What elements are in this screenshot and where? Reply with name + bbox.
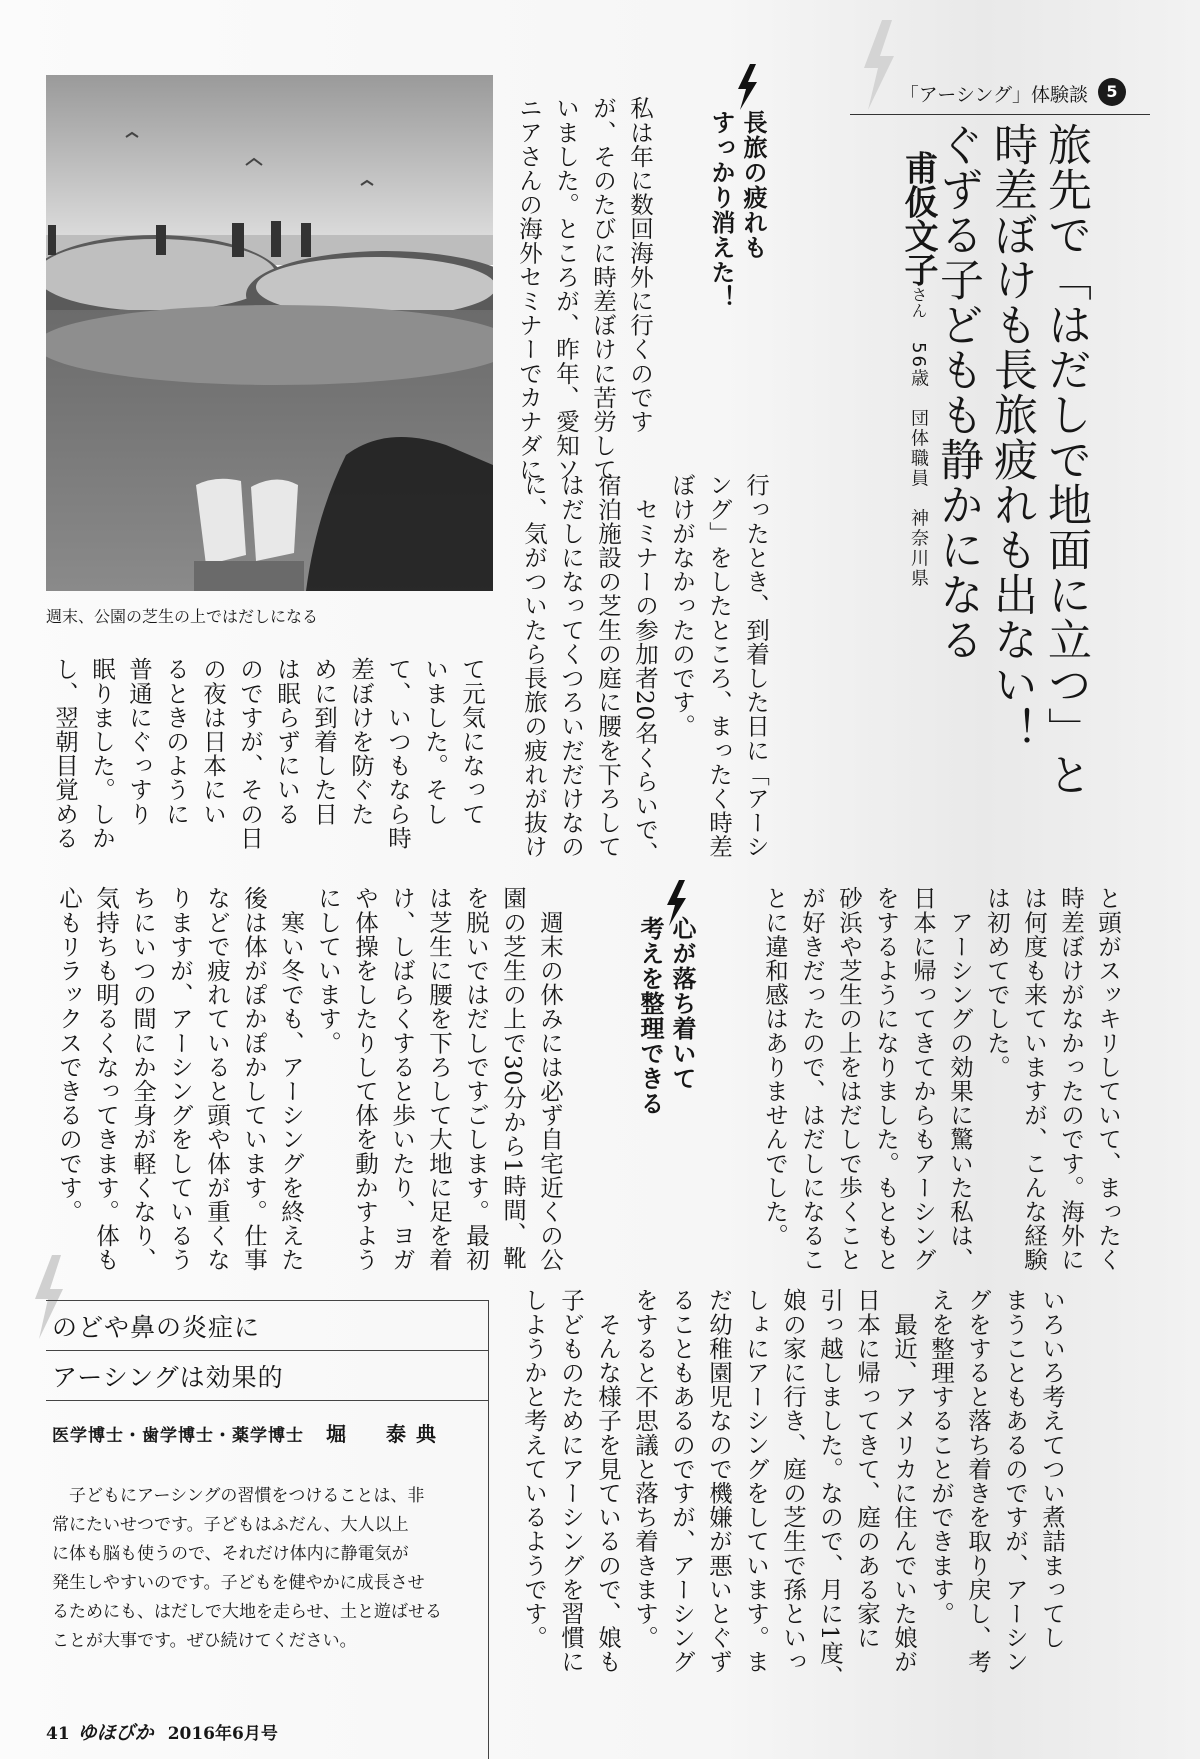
text-line: めに到着した日: [310, 657, 338, 826]
text-line: の夜は日本にい: [199, 657, 227, 826]
text-line: 最近、アメリカに住んでいた娘が: [890, 1288, 918, 1674]
text-line: 心もリラックスできるのです。: [55, 886, 83, 1224]
text-line: 気持ちも明るくなってきます。体も: [92, 886, 120, 1272]
text-line: が、そのたびに時差ぼけに苦労して: [589, 96, 617, 482]
text-line: はだしになってくつろいだだけなの: [557, 473, 585, 859]
text-line: は芝生に腰を下ろして大地に足を着: [425, 886, 453, 1272]
text-line: ちにいつの間にか全身が軽くなり、: [129, 886, 157, 1272]
text-line: に、気がついたら長旅の疲れが抜け: [520, 473, 548, 859]
text-line: にしています。: [314, 886, 342, 1055]
box-author-title: 医学博士・歯学博士・薬学博士: [52, 1426, 304, 1446]
series-number-badge: 5: [1098, 78, 1126, 106]
article-paragraph-3: [46, 657, 490, 850]
text-line: をすると不思議と落ち着きます。: [631, 1288, 659, 1650]
title-line-3: ぐずる子どもも静かになる: [932, 122, 983, 662]
box-body: [52, 1482, 482, 1656]
text-line: 子どものためにアーシングを習慣に: [557, 1288, 585, 1674]
text-line: をするようになりました。もともと: [872, 886, 900, 1272]
article-paragraph-5: [50, 886, 568, 1272]
text-line: いろいろ考えてつい煮詰まってし: [1038, 1288, 1066, 1650]
text-line: 発生しやすいのです。子どもを健やかに成長させ: [52, 1573, 425, 1593]
text-line: 寒い冬でも、アーシングを終えた: [277, 886, 305, 1272]
subhead-line-1: 長旅の疲れも: [739, 110, 767, 260]
article-paragraph-4: [756, 886, 1126, 1272]
text-line: そんな様子を見ているので、娘も: [594, 1288, 622, 1674]
title-line-1: 旅先で「はだしで地面に立つ」と: [1040, 122, 1091, 797]
subhead-calm-mind: [634, 916, 698, 1116]
text-line: のですが、その日: [236, 657, 264, 850]
text-line: が好きだったので、はだしになるこ: [798, 886, 826, 1272]
text-line: 後は体がぽかぽかしています。仕事: [240, 886, 268, 1272]
text-line: ング」をしたところ、まったく時差: [705, 473, 733, 859]
series-label: 「アーシング」体験談: [899, 84, 1088, 106]
text-line: しようかと考えているようです。: [520, 1288, 548, 1650]
box-heading-2: アーシングは効果的: [52, 1363, 284, 1392]
text-line: とに違和感はありませんでした。: [761, 886, 789, 1248]
park-barefoot-photo: [46, 75, 493, 591]
text-line: 行ったとき、到着した日に「アーシ: [742, 473, 770, 859]
text-line: 時差ぼけがなかったのです。海外に: [1057, 886, 1085, 1272]
author-info: 56歳 団体職員 神奈川県: [908, 342, 929, 590]
text-line: 娘の家に行き、庭の芝生で孫といっ: [779, 1288, 807, 1674]
text-line: し、翌朝目覚める: [51, 657, 79, 850]
page-footer: [46, 1718, 278, 1745]
text-line: いました。ところが、昨年、愛知ソ: [552, 96, 580, 482]
text-line: セミナーの参加者20名くらいで、: [631, 473, 659, 866]
text-line: えを整理することができます。: [927, 1288, 955, 1626]
text-line: 宿泊施設の芝生の庭に腰を下ろして: [594, 473, 622, 859]
text-line: だ幼稚園児なので機嫌が悪いとぐず: [705, 1288, 733, 1674]
lightning-bolt-icon: [858, 20, 898, 110]
text-line: 眠りました。しか: [88, 657, 116, 850]
text-line: を脱いではだしですごします。最初: [462, 886, 490, 1272]
text-line: 差ぼけを防ぐた: [347, 657, 375, 826]
text-line: 普通にぐっすり: [125, 657, 153, 826]
text-line: ニアさんの海外セミナーでカナダに: [515, 96, 543, 482]
issue-date: 2016年6月号: [167, 1724, 278, 1744]
text-line: は眠らずにいる: [273, 657, 301, 826]
text-line: 引っ越しました。なので、月に1度、: [816, 1288, 844, 1690]
text-line: しょにアーシングをしています。ま: [742, 1288, 770, 1674]
text-line: 常にたいせつです。子どもはふだん、大人以上: [52, 1515, 409, 1535]
text-line: グをすると落ち着きを取り戻し、考: [964, 1288, 992, 1674]
magazine-name: ゆほびか: [77, 1722, 154, 1744]
box-divider: [46, 1350, 488, 1351]
text-line: て元気になって: [458, 657, 486, 826]
text-line: などで疲れていると頭や体が重くな: [203, 886, 231, 1272]
article-paragraph-6: [515, 1288, 1070, 1690]
box-heading-1: のどや鼻の炎症に: [52, 1313, 261, 1342]
box-author-name: 堀 泰典: [326, 1422, 446, 1446]
text-line: 週末の休みには必ず自宅近くの公: [536, 886, 564, 1272]
text-line: りますが、アーシングをしているう: [166, 886, 194, 1272]
text-line: ることもあるのですが、アーシング: [668, 1288, 696, 1674]
author-name: 甫仮文子: [898, 150, 938, 287]
page-number: 41: [46, 1724, 70, 1744]
article-paragraph-2: [515, 473, 774, 866]
text-line: に体も脳も使うので、それだけ体内に静電気が: [52, 1544, 409, 1564]
text-line: て、いつもなら時: [384, 657, 412, 850]
text-line: るときのように: [162, 657, 190, 826]
text-line: ことが大事です。ぜひ続けてください。: [52, 1631, 357, 1651]
box-divider: [46, 1400, 488, 1401]
text-line: 日本に帰ってきてからもアーシング: [909, 886, 937, 1272]
text-line: ぼけがなかったのです。: [668, 473, 696, 739]
text-line: 私は年に数回海外に行くのです: [626, 96, 654, 434]
text-line: け、しばらくすると歩いたり、ヨガ: [388, 886, 416, 1272]
text-line: 子どもにアーシングの習慣をつけることは、非: [52, 1486, 425, 1506]
text-line: いました。そし: [421, 657, 449, 826]
text-line: や体操をしたりして体を動かすよう: [351, 886, 379, 1272]
text-line: と頭がスッキリしていて、まったく: [1094, 886, 1122, 1272]
text-line: は何度も来ていますが、こんな経験: [1020, 886, 1048, 1272]
expert-comment-box: [46, 1300, 489, 1759]
text-line: るためにも、はだしで大地を走らせ、土と遊ばせる: [52, 1602, 442, 1622]
subhead-line-2: 考えを整理できる: [636, 916, 664, 1116]
text-line: 日本に帰ってきて、庭のある家に: [853, 1288, 881, 1650]
lightning-bolt-icon: [735, 64, 759, 110]
title-line-2: 時差ぼけも長旅疲れも出ない！: [986, 122, 1037, 752]
text-line: 砂浜や芝生の上をはだしで歩くこと: [835, 886, 863, 1272]
box-divider: [46, 1300, 488, 1301]
box-author: [52, 1418, 446, 1447]
photo-caption: 週末、公園の芝生の上ではだしになる: [46, 607, 319, 626]
subhead-line-2: すっかり消えた！: [707, 110, 735, 310]
text-line: は初めてでした。: [983, 886, 1011, 1079]
text-line: 園の芝生の上で30分から1時間、靴: [499, 886, 527, 1271]
article-paragraph-1: [510, 96, 658, 482]
text-line: まうこともあるのですが、アーシン: [1001, 1288, 1029, 1674]
author-byline: [875, 130, 962, 589]
subhead-line-1: 心が落ち着いて: [668, 916, 696, 1091]
subhead-long-trip-fatigue: [705, 110, 769, 310]
author-honorific: さん: [909, 286, 928, 319]
text-line: アーシングの効果に驚いた私は、: [946, 886, 974, 1272]
